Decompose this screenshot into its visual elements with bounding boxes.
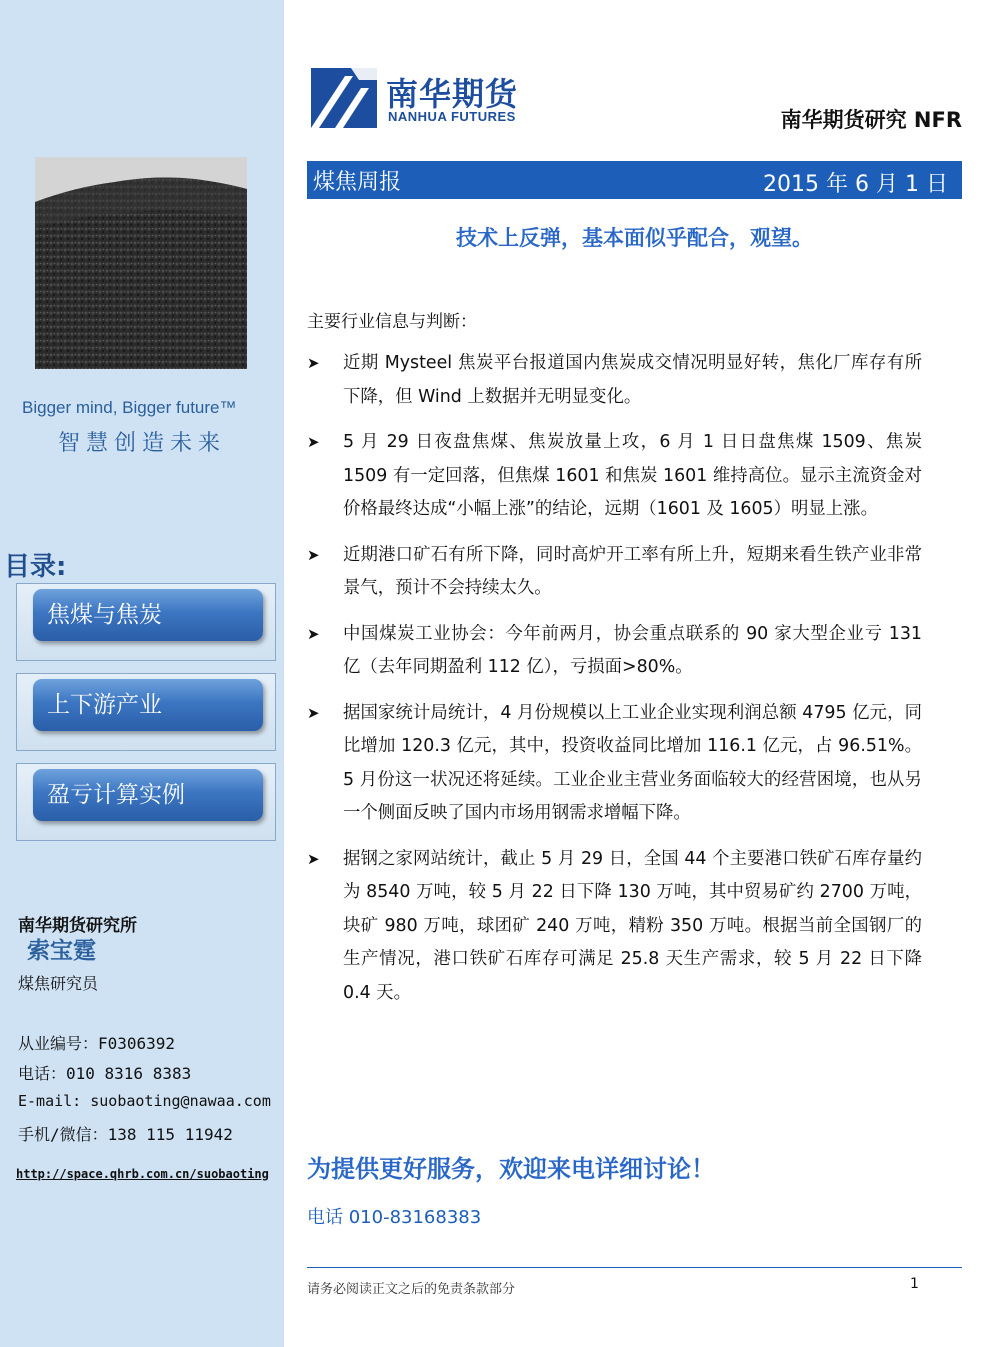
toc-button-label[interactable]: 盈亏计算实例 xyxy=(33,769,263,821)
list-item xyxy=(307,697,922,831)
email-address[interactable]: E-mail: suobaoting@nawaa.com xyxy=(18,1092,271,1110)
arrow-bullet-icon: ➤ xyxy=(307,703,320,722)
bullet-text: 据钢之家网站统计，截止 5 月 29 日，全国 44 个主要港口铁矿石库存量约为 8540 万吨，较 5 月 22 日下降 130 万吨，其中贸易矿约 2700 万吨，块矿 980 万吨，球团矿 240 万吨，精粉 350 万吨。根据当前全国钢厂的生产情况，港口铁矿石库存可满足 25.8 天生产需求，较 5 月 22 日下降 0.4 天。 xyxy=(343,848,922,1003)
contact-call-to-action: 为提供更好服务，欢迎来电详细讨论！ xyxy=(307,1155,715,1183)
toc-item-industry-chain[interactable] xyxy=(16,673,276,751)
page-number: 1 xyxy=(910,1276,919,1292)
logo-text-cn: 南华期货 xyxy=(386,75,519,113)
arrow-bullet-icon: ➤ xyxy=(307,433,320,451)
bullet-text: 中国煤炭工业协会：今年前两月，协会重点联系的 90 家大型企业亏 131 亿（去年同期盈利 112 亿），亏损面>80%。 xyxy=(343,623,922,677)
slogan-english: Bigger mind, Bigger future™ xyxy=(22,398,237,417)
list-item xyxy=(307,618,922,685)
bullet-list xyxy=(307,347,922,1022)
report-title: 煤焦周报 xyxy=(313,170,402,195)
report-headline: 技术上反弹，基本面似乎配合，观望。 xyxy=(456,226,813,250)
disclaimer-note: 请务必阅读正文之后的免责条款部分 xyxy=(307,1282,516,1297)
coal-pile-image xyxy=(35,157,247,369)
phone-number: 电话：010 8316 8383 xyxy=(18,1064,192,1083)
logo-text-en: NANHUA FUTURES xyxy=(388,109,516,124)
analyst-homepage-link[interactable]: http://space.qhrb.com.cn/suobaoting xyxy=(16,1167,269,1181)
sidebar xyxy=(0,0,284,1347)
arrow-bullet-icon: ➤ xyxy=(307,354,320,372)
mobile-number: 手机/微信：138 115 11942 xyxy=(18,1125,233,1144)
arrow-bullet-icon: ➤ xyxy=(307,545,320,564)
report-banner xyxy=(307,161,962,199)
bullet-text: 5 月 29 日夜盘焦煤、焦炭放量上攻，6 月 1 日日盘焦煤 1509、焦炭 1509 有一定回落，但焦煤 1601 和焦炭 1601 维持高位。显示主流资金对价格最终达成“小幅上涨”的结论，远期（1601 及 1605）明显上涨。 xyxy=(343,432,922,519)
list-item xyxy=(307,843,922,1011)
list-item xyxy=(307,347,922,414)
toc-item-profit-calc[interactable] xyxy=(16,763,276,841)
toc-button-label[interactable]: 焦煤与焦炭 xyxy=(33,589,263,641)
license-number: 从业编号：F0306392 xyxy=(18,1034,176,1053)
analyst-role: 煤焦研究员 xyxy=(18,974,99,993)
toc-title: 目录: xyxy=(4,552,67,582)
arrow-bullet-icon: ➤ xyxy=(307,624,320,643)
brand-title: 南华期货研究 NFR xyxy=(780,108,962,132)
toc-button-label[interactable]: 上下游产业 xyxy=(33,679,263,731)
nanhua-logo-icon xyxy=(311,68,377,128)
list-item xyxy=(307,539,922,606)
toc-item-coking-coal[interactable] xyxy=(16,583,276,661)
slogan-chinese: 智慧创造未来 xyxy=(58,431,227,456)
institute-name: 南华期货研究所 xyxy=(18,916,137,936)
analyst-name: 索宝霆 xyxy=(27,938,96,964)
bullet-text: 近期港口矿石有所下降，同时高炉开工率有所上升，短期来看生铁产业非常景气，预计不会持续太久。 xyxy=(343,544,922,598)
contact-phone: 电话 010-83168383 xyxy=(307,1207,482,1228)
bullet-text: 近期 Mysteel 焦炭平台报道国内焦炭成交情况明显好转，焦化厂库存有所下降，但 Wind 上数据并无明显变化。 xyxy=(343,353,922,407)
bullet-text: 据国家统计局统计，4 月份规模以上工业企业实现利润总额 4795 亿元，同比增加 120.3 亿元，其中，投资收益同比增加 116.1 亿元，占 96.51%。5 月份这一状况还将延续。工业企业主营业务面临较大的经营困境，也从另一个侧面反映了国内市场用钢需求增幅下降。 xyxy=(343,702,922,823)
report-date: 2015 年 6 月 1 日 xyxy=(763,172,948,197)
section-title: 主要行业信息与判断： xyxy=(307,312,477,332)
footer-divider xyxy=(307,1267,962,1268)
list-item xyxy=(307,426,922,527)
arrow-bullet-icon: ➤ xyxy=(307,849,320,868)
